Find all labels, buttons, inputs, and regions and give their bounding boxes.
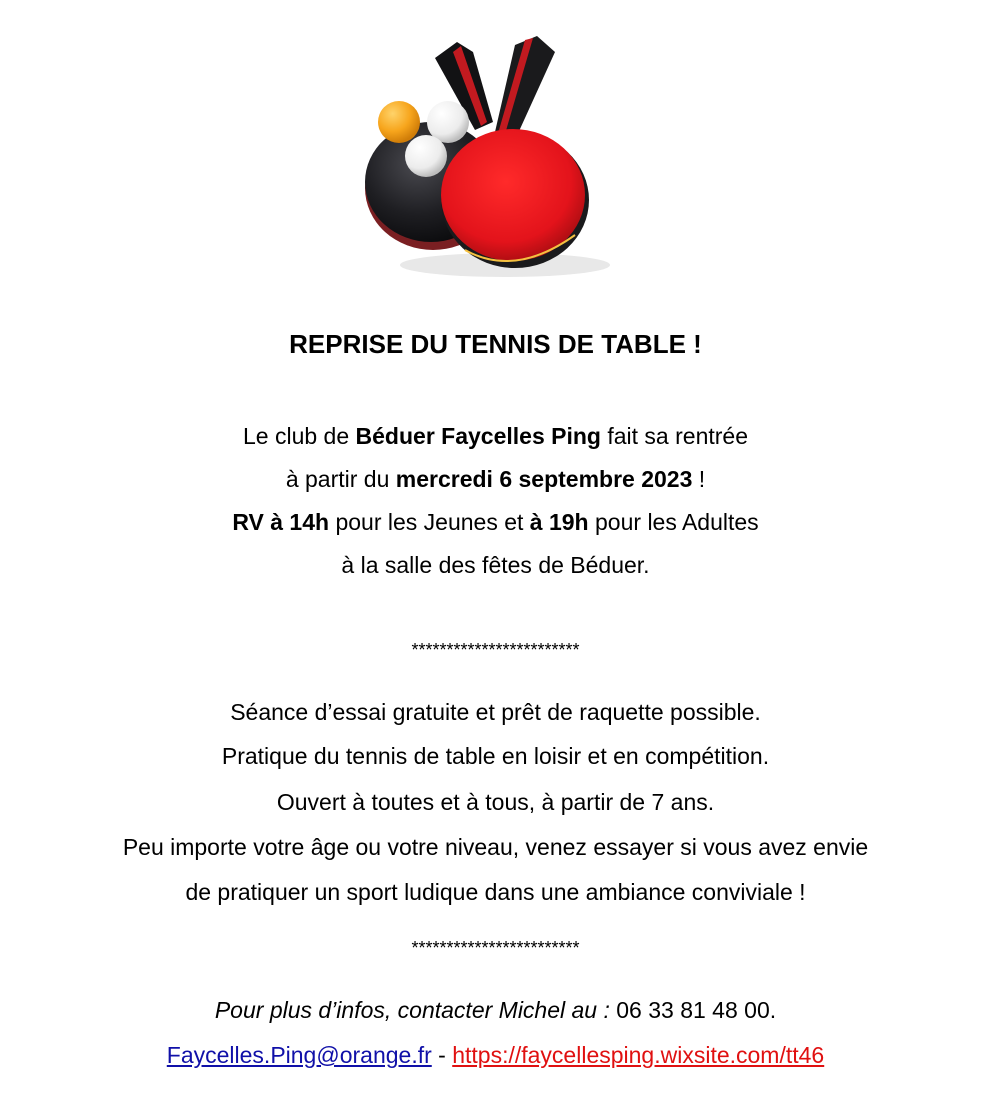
detail-line-4: Peu importe votre âge ou votre niveau, venez essayer si vous avez envie — [122, 834, 869, 860]
adult-time: à 19h — [529, 509, 589, 535]
contact-label: Pour plus d’infos, contacter Michel au : — [214, 997, 617, 1023]
separator: ************************ — [411, 640, 580, 660]
contact-line — [0, 996, 991, 1024]
detail-line-2: Pratique du tennis de table en loisir et en compétition. — [221, 743, 770, 769]
detail-line-5: de pratiquer un sport ludique dans une ambiance conviviale ! — [185, 879, 806, 905]
separator: ************************ — [411, 938, 580, 958]
links-line — [0, 1041, 991, 1069]
intro-text: ! — [692, 466, 706, 492]
intro-line-2 — [0, 465, 991, 493]
intro-text: pour les Jeunes et — [329, 509, 530, 535]
start-date: mercredi 6 septembre 2023 — [395, 466, 693, 492]
ping-pong-paddles-icon — [355, 30, 620, 285]
detail-line-3: Ouvert à toutes et à tous, à partir de 7 ans. — [276, 789, 715, 815]
link-separator: - — [431, 1042, 453, 1068]
intro-text: à partir du — [285, 466, 396, 492]
intro-text: Le club de — [243, 423, 356, 449]
intro-line-3 — [0, 508, 991, 536]
contact-phone: 06 33 81 48 00. — [616, 997, 777, 1023]
intro-line-4: à la salle des fêtes de Béduer. — [341, 552, 650, 578]
page-title: REPRISE DU TENNIS DE TABLE ! — [289, 329, 702, 359]
detail-line-1: Séance d’essai gratuite et prêt de raquette possible. — [230, 699, 761, 725]
intro-line-1 — [0, 422, 991, 450]
club-name: Béduer Faycelles Ping — [355, 423, 601, 449]
email-link[interactable]: Faycelles.Ping@orange.fr — [166, 1042, 432, 1068]
website-link[interactable]: https://faycellesping.wixsite.com/tt46 — [452, 1042, 825, 1068]
intro-text: fait sa rentrée — [600, 423, 748, 449]
intro-text: pour les Adultes — [588, 509, 759, 535]
youth-time: RV à 14h — [232, 509, 330, 535]
